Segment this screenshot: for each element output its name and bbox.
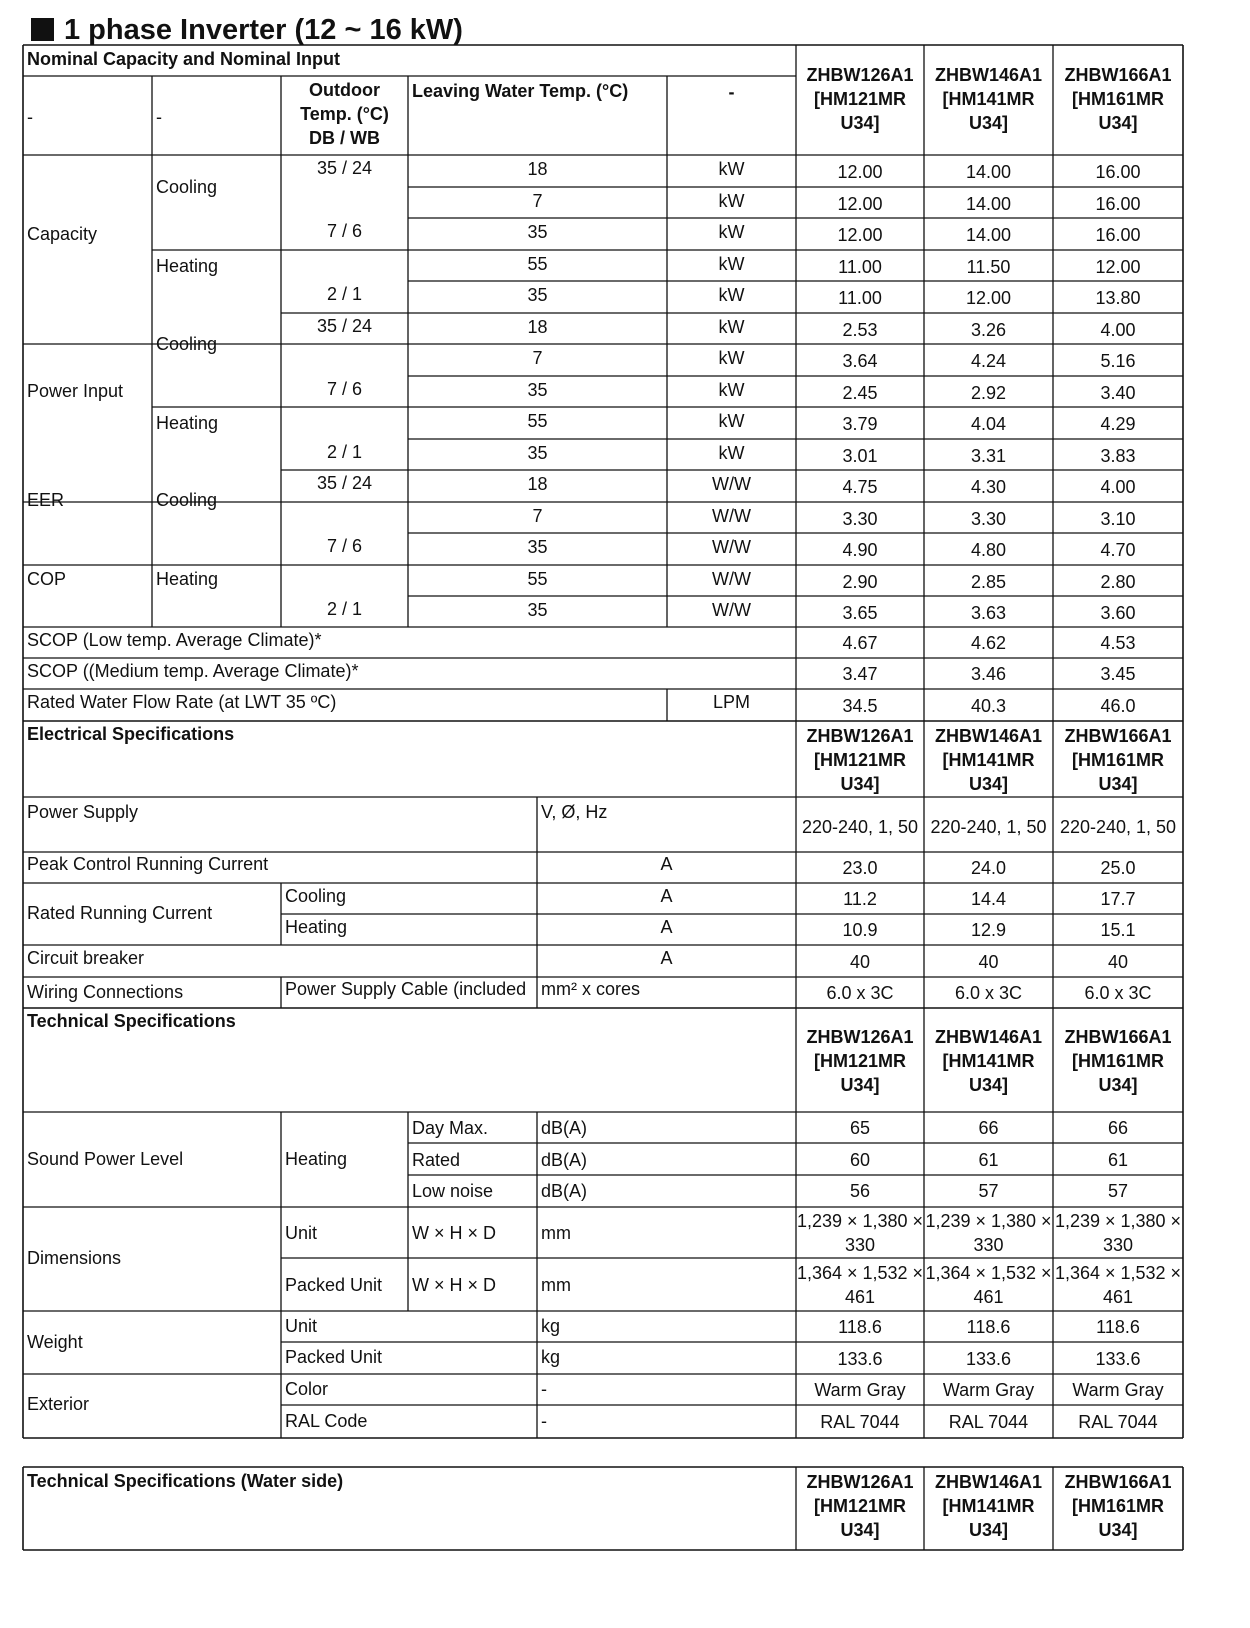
nominal-row-5-value-1: 11.00 — [838, 288, 882, 308]
outdoor-temp-7: 35 / 24 — [316, 473, 373, 493]
sound-row-1-value-1: 65 — [849, 1118, 871, 1138]
outdoor-temp-8: 7 / 6 — [326, 536, 363, 556]
dim-unit-value-3: 1,239 × 1,380 × 330 — [1054, 1211, 1182, 1255]
nominal-row-1-value-2: 14.00 — [965, 162, 1012, 182]
nominal-row-8-unit: kW — [718, 380, 745, 400]
header-dash-2: - — [156, 107, 162, 127]
dim-unit-label: Unit — [285, 1223, 318, 1243]
nominal-row-7-lwt: 7 — [532, 348, 543, 368]
nominal-row-13-value-3: 4.70 — [1100, 540, 1136, 560]
nominal-row-11-lwt: 18 — [527, 474, 548, 494]
dim-packed-whd: W × H × D — [412, 1275, 497, 1295]
nominal-row-10-value-3: 3.83 — [1100, 446, 1136, 466]
nominal-row-3-value-1: 12.00 — [837, 225, 883, 245]
nominal-row-7-value-2: 4.24 — [970, 351, 1007, 371]
nominal-row-15-unit: W/W — [712, 600, 751, 620]
dim-packed-mm: mm — [541, 1275, 571, 1295]
electrical-model-header-1: ZHBW126A1 [HM121MR U34] — [806, 726, 914, 794]
weight-packed-label: Packed Unit — [285, 1347, 383, 1367]
nominal-row-5-value-2: 12.00 — [965, 288, 1012, 308]
power-supply-label: Power Supply — [27, 802, 139, 822]
capacity-label: Capacity — [27, 224, 98, 244]
technical-model-header-1: ZHBW126A1 [HM121MR U34] — [806, 1027, 914, 1095]
sound-power-label: Sound Power Level — [27, 1149, 184, 1169]
nominal-row-3-unit: kW — [718, 222, 745, 242]
nominal-row-12-value-2: 3.30 — [970, 509, 1007, 529]
flow-value-3: 46.0 — [1100, 696, 1136, 716]
technical-model-header-2: ZHBW146A1 [HM141MR U34] — [934, 1027, 1043, 1095]
weight-packed-value-1: 133.6 — [837, 1349, 883, 1369]
nominal-row-10-unit: kW — [718, 443, 745, 463]
nominal-row-9-unit: kW — [718, 411, 745, 431]
rated-heating-unit: A — [660, 917, 673, 937]
nominal-section-title: Nominal Capacity and Nominal Input — [27, 49, 341, 69]
nominal-row-4-unit: kW — [718, 254, 745, 274]
sound-row-1-value-3: 66 — [1107, 1118, 1129, 1138]
nominal-row-3-lwt: 35 — [527, 222, 548, 242]
power-cooling-label: Cooling — [156, 334, 218, 354]
dim-unit-value-2: 1,239 × 1,380 × 330 — [925, 1211, 1052, 1255]
nominal-row-6-value-3: 4.00 — [1100, 320, 1136, 340]
exterior-ral-unit: - — [541, 1411, 547, 1431]
nominal-row-15-value-1: 3.65 — [842, 603, 878, 623]
sound-row-2-label: Rated — [412, 1150, 461, 1170]
rated-heating-value-3: 15.1 — [1100, 920, 1136, 940]
exterior-color-unit: - — [541, 1379, 547, 1399]
dim-packed-label: Packed Unit — [285, 1275, 383, 1295]
header-outdoor-temp: Outdoor Temp. (°C) DB / WB — [300, 80, 389, 148]
exterior-color-value-2: Warm Gray — [942, 1380, 1035, 1400]
nominal-row-8-value-3: 3.40 — [1100, 383, 1136, 403]
power-supply-value-2: 220-240, 1, 50 — [930, 817, 1047, 837]
sound-row-3-label: Low noise — [412, 1181, 494, 1201]
nominal-row-8-lwt: 35 — [527, 380, 548, 400]
dimensions-label: Dimensions — [27, 1248, 122, 1268]
dim-packed-value-2: 1,364 × 1,532 × 461 — [925, 1263, 1052, 1307]
exterior-color-value-3: Warm Gray — [1072, 1380, 1164, 1400]
nominal-row-7-value-1: 3.64 — [842, 351, 878, 371]
nominal-row-2-value-3: 16.00 — [1095, 194, 1141, 214]
rated-heating-value-2: 12.9 — [970, 920, 1007, 940]
nominal-row-13-unit: W/W — [712, 537, 751, 557]
nominal-row-4-value-2: 11.50 — [966, 257, 1011, 277]
sound-heating-label: Heating — [285, 1149, 348, 1169]
nominal-row-5-lwt: 35 — [527, 285, 548, 305]
wiring-value-2: 6.0 x 3C — [954, 983, 1023, 1003]
flow-label: Rated Water Flow Rate (at LWT 35 ºC) — [27, 692, 337, 712]
nominal-row-14-lwt: 55 — [527, 569, 548, 589]
nominal-row-7-value-3: 5.16 — [1100, 351, 1136, 371]
nominal-row-7-unit: kW — [718, 348, 745, 368]
capacity-heating-label: Heating — [156, 256, 219, 276]
wiring-value-1: 6.0 x 3C — [826, 983, 894, 1003]
rated-cooling-value-3: 17.7 — [1100, 889, 1136, 909]
exterior-ral-value-1: RAL 7044 — [820, 1412, 900, 1432]
weight-packed-kg: kg — [541, 1347, 561, 1367]
nominal-row-12-lwt: 7 — [532, 506, 543, 526]
sound-row-3-value-2: 57 — [978, 1181, 999, 1201]
peak-current-value-1: 23.0 — [842, 858, 878, 878]
outdoor-temp-9: 2 / 1 — [326, 599, 363, 619]
rated-cooling-label: Cooling — [285, 886, 347, 906]
weight-unit-value-3: 118.6 — [1096, 1317, 1140, 1337]
nominal-row-1-value-3: 16.00 — [1095, 162, 1141, 182]
nominal-row-1-lwt: 18 — [527, 159, 548, 179]
weight-packed-value-2: 133.6 — [965, 1349, 1012, 1369]
nominal-row-6-lwt: 18 — [527, 317, 548, 337]
technical-model-header-3: ZHBW166A1 [HM161MR U34] — [1064, 1027, 1172, 1095]
flow-value-2: 40.3 — [970, 696, 1007, 716]
wiring-unit: mm² x cores — [541, 979, 640, 999]
electrical-section-title: Electrical Specifications — [27, 724, 235, 744]
circuit-breaker-unit: A — [660, 948, 673, 968]
exterior-label: Exterior — [27, 1394, 90, 1414]
nominal-model-header-3: ZHBW166A1 [HM161MR U34] — [1064, 65, 1172, 133]
sound-row-2-value-3: 61 — [1107, 1150, 1129, 1170]
nominal-row-10-value-2: 3.31 — [970, 446, 1007, 466]
nominal-row-6-value-2: 3.26 — [970, 320, 1007, 340]
technical-section-title: Technical Specifications — [27, 1011, 236, 1031]
nominal-row-11-value-3: 4.00 — [1100, 477, 1136, 497]
dim-packed-value-3: 1,364 × 1,532 × 461 — [1054, 1263, 1182, 1307]
nominal-row-4-lwt: 55 — [527, 254, 548, 274]
nominal-row-13-lwt: 35 — [527, 537, 548, 557]
water-model-header-2: ZHBW146A1 [HM141MR U34] — [934, 1472, 1043, 1540]
cop-heating-label: Heating — [156, 569, 219, 589]
scop-low-label: SCOP (Low temp. Average Climate)* — [27, 630, 322, 650]
exterior-ral-value-2: RAL 7044 — [948, 1412, 1029, 1432]
weight-unit-label: Unit — [285, 1316, 318, 1336]
weight-label: Weight — [27, 1332, 83, 1352]
outdoor-temp-3: 2 / 1 — [326, 284, 363, 304]
nominal-row-14-value-2: 2.85 — [970, 572, 1007, 592]
sound-row-1-value-2: 66 — [978, 1118, 999, 1138]
nominal-row-14-unit: W/W — [712, 569, 751, 589]
eer-label: EER — [27, 490, 65, 510]
wiring-value-3: 6.0 x 3C — [1084, 983, 1152, 1003]
circuit-breaker-value-3: 40 — [1107, 952, 1129, 972]
water-model-header-1: ZHBW126A1 [HM121MR U34] — [806, 1472, 914, 1540]
nominal-row-13-value-2: 4.80 — [970, 540, 1007, 560]
nominal-row-5-value-3: 13.80 — [1095, 288, 1141, 308]
page-title-text: 1 phase Inverter (12 ~ 16 kW) — [64, 14, 463, 46]
peak-current-value-3: 25.0 — [1100, 858, 1136, 878]
outdoor-temp-2: 7 / 6 — [326, 221, 363, 241]
nominal-row-15-value-2: 3.63 — [970, 603, 1007, 623]
nominal-row-9-value-1: 3.79 — [842, 414, 878, 434]
scop-low-value-1: 4.67 — [842, 633, 878, 653]
power-input-label: Power Input — [27, 381, 124, 401]
wiring-label: Wiring Connections — [27, 982, 184, 1002]
electrical-model-header-3: ZHBW166A1 [HM161MR U34] — [1064, 726, 1172, 794]
scop-low-value-2: 4.62 — [970, 633, 1007, 653]
nominal-row-10-lwt: 35 — [527, 443, 548, 463]
flow-value-1: 34.5 — [842, 696, 878, 716]
nominal-row-9-lwt: 55 — [527, 411, 548, 431]
sound-row-2-unit: dB(A) — [541, 1150, 588, 1170]
rated-heating-label: Heating — [285, 917, 348, 937]
nominal-row-1-value-1: 12.00 — [837, 162, 883, 182]
weight-packed-value-3: 133.6 — [1095, 1349, 1141, 1369]
sound-row-3-unit: dB(A) — [541, 1181, 588, 1201]
exterior-ral-value-3: RAL 7044 — [1078, 1412, 1158, 1432]
header-dash-1: - — [27, 107, 33, 127]
power-heating-label: Heating — [156, 413, 219, 433]
sound-row-3-value-3: 57 — [1107, 1181, 1129, 1201]
power-supply-value-3: 220-240, 1, 50 — [1059, 817, 1177, 837]
nominal-row-11-value-2: 4.30 — [970, 477, 1007, 497]
rated-cooling-value-1: 11.2 — [843, 889, 877, 909]
nominal-row-12-value-1: 3.30 — [842, 509, 878, 529]
sound-row-2-value-1: 60 — [849, 1150, 871, 1170]
nominal-row-4-value-3: 12.00 — [1095, 257, 1141, 277]
dim-unit-whd: W × H × D — [412, 1223, 497, 1243]
outdoor-temp-6: 2 / 1 — [326, 442, 363, 462]
nominal-row-11-value-1: 4.75 — [842, 477, 878, 497]
rated-cooling-value-2: 14.4 — [970, 889, 1007, 909]
nominal-row-4-value-1: 11.00 — [838, 257, 882, 277]
sound-row-2-value-2: 61 — [978, 1150, 999, 1170]
header-leaving-water-temp: Leaving Water Temp. (°C) — [412, 81, 629, 101]
exterior-color-value-1: Warm Gray — [814, 1380, 906, 1400]
nominal-row-13-value-1: 4.90 — [842, 540, 878, 560]
capacity-cooling-label: Cooling — [156, 177, 218, 197]
scop-med-value-3: 3.45 — [1100, 664, 1136, 684]
nominal-row-5-unit: kW — [718, 285, 745, 305]
nominal-row-2-unit: kW — [718, 191, 745, 211]
dim-unit-value-1: 1,239 × 1,380 × 330 — [796, 1211, 924, 1255]
sound-row-1-unit: dB(A) — [541, 1118, 588, 1138]
rated-cooling-unit: A — [660, 886, 673, 906]
electrical-model-header-2: ZHBW146A1 [HM141MR U34] — [934, 726, 1043, 794]
sound-row-3-value-1: 56 — [849, 1181, 871, 1201]
outdoor-temp-5: 7 / 6 — [326, 379, 363, 399]
nominal-row-2-value-1: 12.00 — [837, 194, 883, 214]
rated-current-label: Rated Running Current — [27, 903, 213, 923]
nominal-row-12-value-3: 3.10 — [1100, 509, 1136, 529]
nominal-row-15-value-3: 3.60 — [1100, 603, 1136, 623]
outdoor-temp-1: 35 / 24 — [316, 158, 373, 178]
power-supply-value-1: 220-240, 1, 50 — [801, 817, 919, 837]
sound-row-1-label: Day Max. — [412, 1118, 489, 1138]
nominal-row-3-value-3: 16.00 — [1095, 225, 1141, 245]
cop-label: COP — [27, 569, 67, 589]
scop-med-label: SCOP ((Medium temp. Average Climate)* — [27, 661, 359, 681]
exterior-color-label: Color — [285, 1379, 329, 1399]
eer-cooling-label: Cooling — [156, 490, 218, 510]
dim-unit-mm: mm — [541, 1223, 571, 1243]
nominal-row-6-unit: kW — [718, 317, 745, 337]
wiring-sub-label: Power Supply Cable (included — [285, 979, 527, 999]
nominal-row-8-value-2: 2.92 — [970, 383, 1007, 403]
nominal-row-2-value-2: 14.00 — [965, 194, 1012, 214]
circuit-breaker-value-2: 40 — [978, 952, 999, 972]
nominal-row-11-unit: W/W — [712, 474, 751, 494]
outdoor-temp-4: 35 / 24 — [316, 316, 373, 336]
scop-low-value-3: 4.53 — [1100, 633, 1136, 653]
nominal-row-2-lwt: 7 — [532, 191, 543, 211]
nominal-row-14-value-3: 2.80 — [1100, 572, 1136, 592]
rated-heating-value-1: 10.9 — [842, 920, 878, 940]
nominal-row-12-unit: W/W — [712, 506, 751, 526]
dim-packed-value-1: 1,364 × 1,532 × 461 — [796, 1263, 924, 1307]
weight-unit-value-2: 118.6 — [966, 1317, 1011, 1337]
scop-med-value-2: 3.46 — [970, 664, 1007, 684]
nominal-row-9-value-2: 4.04 — [970, 414, 1007, 434]
peak-current-value-2: 24.0 — [970, 858, 1007, 878]
exterior-ral-label: RAL Code — [285, 1411, 368, 1431]
flow-unit: LPM — [712, 692, 750, 712]
weight-unit-kg: kg — [541, 1316, 561, 1336]
circuit-breaker-value-1: 40 — [849, 952, 871, 972]
nominal-row-6-value-1: 2.53 — [842, 320, 878, 340]
header-unit-dash: - — [728, 82, 735, 102]
nominal-row-8-value-1: 2.45 — [842, 383, 878, 403]
water-section-title: Technical Specifications (Water side) — [27, 1471, 344, 1491]
weight-unit-value-1: 118.6 — [838, 1317, 882, 1337]
peak-current-label: Peak Control Running Current — [27, 854, 269, 874]
nominal-row-14-value-1: 2.90 — [842, 572, 878, 592]
nominal-row-3-value-2: 14.00 — [965, 225, 1012, 245]
nominal-row-9-value-3: 4.29 — [1100, 414, 1136, 434]
nominal-row-1-unit: kW — [718, 159, 745, 179]
nominal-row-10-value-1: 3.01 — [842, 446, 878, 466]
nominal-model-header-2: ZHBW146A1 [HM141MR U34] — [934, 65, 1043, 133]
peak-current-unit: A — [660, 854, 673, 874]
nominal-row-15-lwt: 35 — [527, 600, 548, 620]
scop-med-value-1: 3.47 — [842, 664, 878, 684]
nominal-model-header-1: ZHBW126A1 [HM121MR U34] — [806, 65, 914, 133]
water-model-header-3: ZHBW166A1 [HM161MR U34] — [1064, 1472, 1172, 1540]
power-supply-unit: V, Ø, Hz — [541, 802, 608, 822]
circuit-breaker-label: Circuit breaker — [27, 948, 145, 968]
